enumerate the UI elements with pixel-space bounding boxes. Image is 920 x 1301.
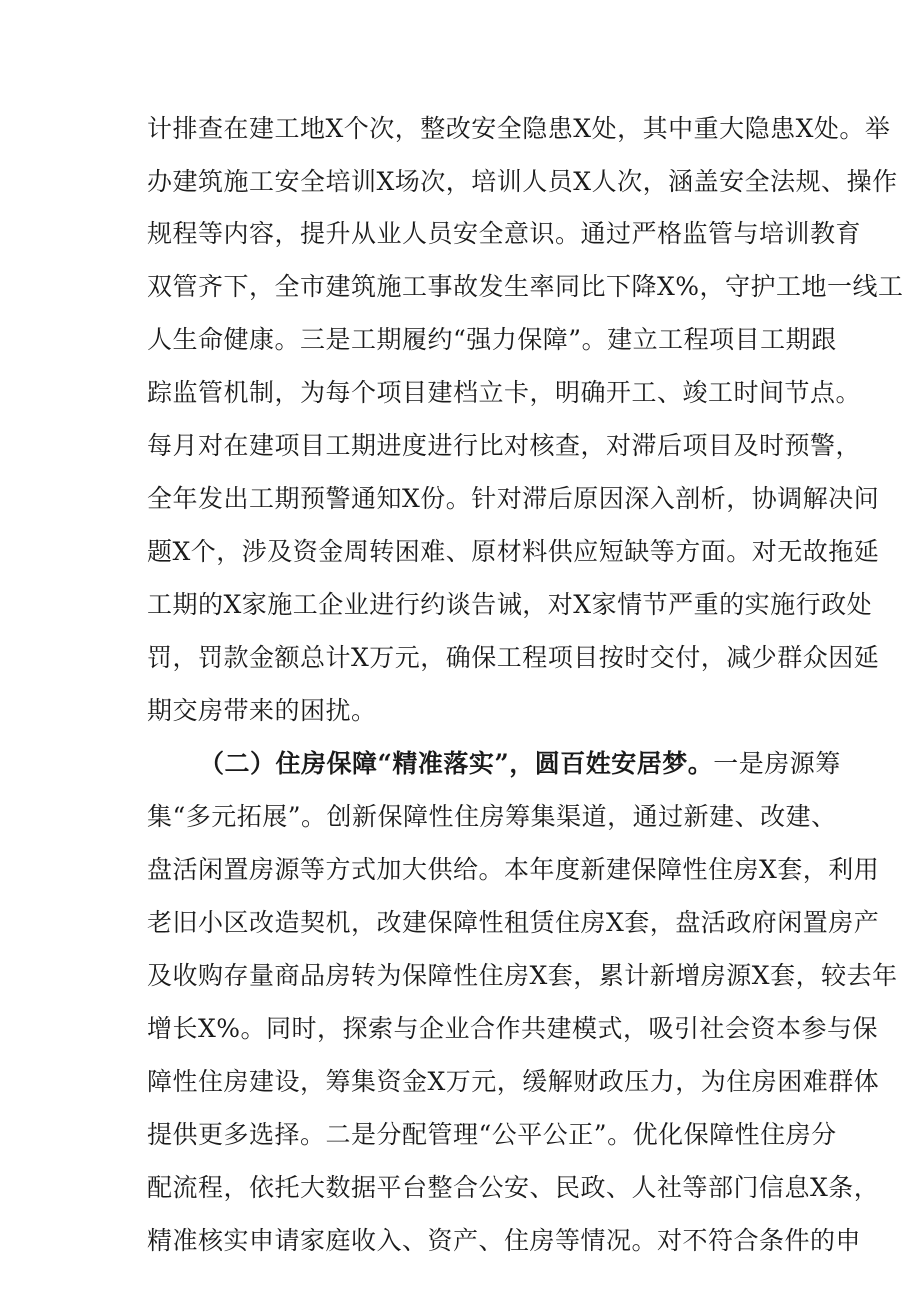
text-line: 及收购存量商品房转为保障性住房X套，累计新增房源X套，较去年 (147, 961, 898, 990)
text-line: 精准核实申请家庭收入、资产、住房等情况。对不符合条件的申 (147, 1226, 862, 1255)
text-line: 每月对在建项目工期进度进行比对核查，对滞后项目及时预警， (147, 431, 862, 460)
text-line: 双管齐下，全市建筑施工事故发生率同比下降X%，守护工地一线工 (147, 272, 904, 301)
text-line: 规程等内容，提升从业人员安全意识。通过严格监管与培训教育 (147, 219, 862, 248)
text-line: 计排查在建工地X个次，整改安全隐患X处，其中重大隐患X处。举 (147, 114, 891, 143)
section-heading: （二）住房保障“精准落实”，圆百姓安居梦。 (199, 749, 714, 778)
text-line: 提供更多选择。二是分配管理“公平公正”。优化保障性住房分 (147, 1120, 837, 1149)
text-line: 人生命健康。三是工期履约“强力保障”。建立工程项目工期跟 (147, 325, 837, 354)
text-line: 全年发出工期预警通知X份。针对滞后原因深入剖析，协调解决问 (147, 484, 880, 513)
text-line: 障性住房建设，筹集资金X万元，缓解财政压力，为住房困难群体 (147, 1067, 880, 1096)
text-line: 踪监管机制，为每个项目建档立卡，明确开工、竣工时间节点。 (147, 378, 862, 407)
text-line: 罚，罚款金额总计X万元，确保工程项目按时交付，减少群众因延 (147, 643, 880, 672)
text-line: 题X个，涉及资金周转困难、原材料供应短缺等方面。对无故拖延 (147, 537, 880, 566)
text-line: 增长X%。同时，探索与企业合作共建模式，吸引社会资本参与保 (147, 1014, 879, 1043)
text-line: 盘活闲置房源等方式加大供给。本年度新建保障性住房X套，利用 (147, 855, 880, 884)
text-line: 配流程，依托大数据平台整合公安、民政、人社等部门信息X条， (147, 1173, 880, 1202)
heading-line-rest: 一是房源筹 (713, 749, 841, 778)
text-line: 集“多元拓展”。创新保障性住房筹集渠道，通过新建、改建、 (147, 802, 837, 831)
text-line: 老旧小区改造契机，改建保障性租赁住房X套，盘活政府闲置房产 (147, 908, 880, 937)
paragraph-heading-line (199, 747, 841, 781)
text-line: 办建筑施工安全培训X场次，培训人员X人次，涵盖安全法规、操作 (147, 167, 898, 196)
text-line: 工期的X家施工企业进行约谈告诫，对X家情节严重的实施行政处 (147, 590, 873, 619)
text-line: 期交房带来的困扰。 (147, 696, 377, 725)
